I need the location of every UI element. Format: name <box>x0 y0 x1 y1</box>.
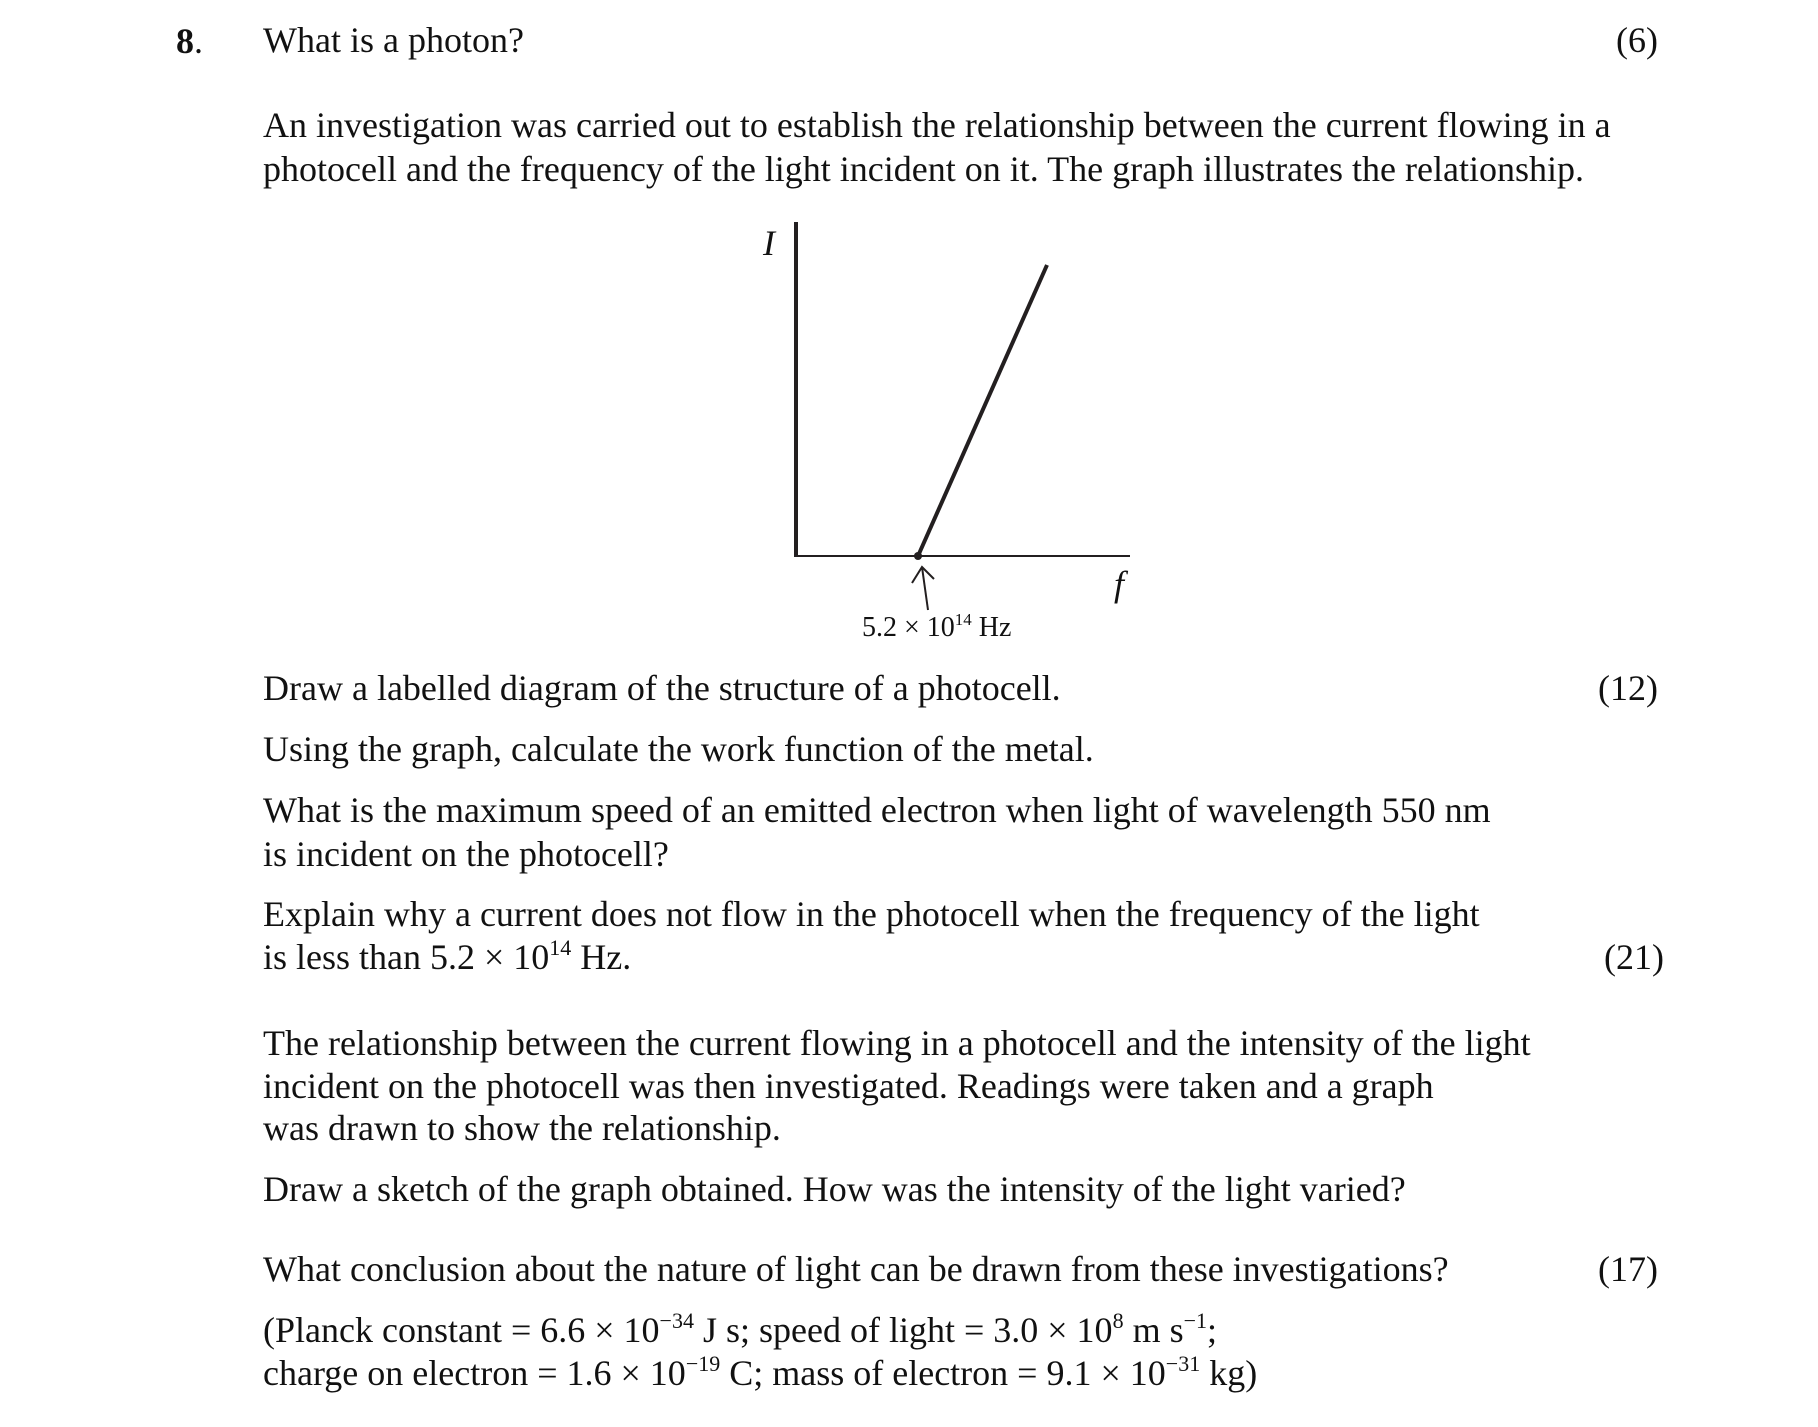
para2-line3: was drawn to show the relationship. <box>263 1108 781 1148</box>
question-intro: What is a photon? <box>263 20 524 60</box>
question-a2: Using the graph, calculate the work function of the metal. <box>263 729 1094 769</box>
threshold-label: $5.2 \times 10^{14}$ Hz <box>862 610 1012 643</box>
para1-line2: photocell and the frequency of the light incident on it. The graph illustrates the relationship. <box>263 149 1584 189</box>
constants-line2: charge on electron = $1.6 \times 10^{-19}$ C; mass of electron = $9.1 \times 10^{-31}$ kg) <box>263 1351 1258 1393</box>
marks-a4: (21) <box>1604 937 1664 977</box>
question-a4-line1: Explain why a current does not flow in the photocell when the frequency of the light <box>263 894 1480 934</box>
question-a3-line2: is incident on the photocell? <box>263 834 669 874</box>
marks-b2: (17) <box>1598 1249 1658 1289</box>
y-axis-label: I <box>763 223 775 263</box>
question-a4-line2: is less than $5.2 \times 10^{14}$ Hz. <box>263 935 632 977</box>
threshold-point <box>914 552 922 560</box>
para2-line2: incident on the photocell was then investigated. Readings were taken and a graph <box>263 1066 1434 1106</box>
arrow-up-icon <box>912 567 934 610</box>
graph-line <box>918 265 1047 556</box>
marks-a1: (12) <box>1598 668 1658 708</box>
question-a1: Draw a labelled diagram of the structure of a photocell. <box>263 668 1061 708</box>
constants-line1: (Planck constant = $6.6 \times 10^{-34}$ J s; speed of light = $3.0 \times 10^8$ m $s^{-1}$; <box>263 1308 1218 1350</box>
question-b2: What conclusion about the nature of light can be drawn from these investigations? <box>263 1249 1449 1289</box>
marks-intro: (6) <box>1616 20 1658 60</box>
question-b1: Draw a sketch of the graph obtained. How was the intensity of the light varied? <box>263 1169 1406 1209</box>
question-number: 8. <box>176 21 203 61</box>
para2-line1: The relationship between the current flowing in a photocell and the intensity of the light <box>263 1023 1531 1063</box>
question-a3-line1: What is the maximum speed of an emitted electron when light of wavelength 550 nm <box>263 790 1491 830</box>
para1-line1: An investigation was carried out to establish the relationship between the current flowing in a <box>263 105 1611 145</box>
x-axis-label: f <box>1114 564 1125 604</box>
